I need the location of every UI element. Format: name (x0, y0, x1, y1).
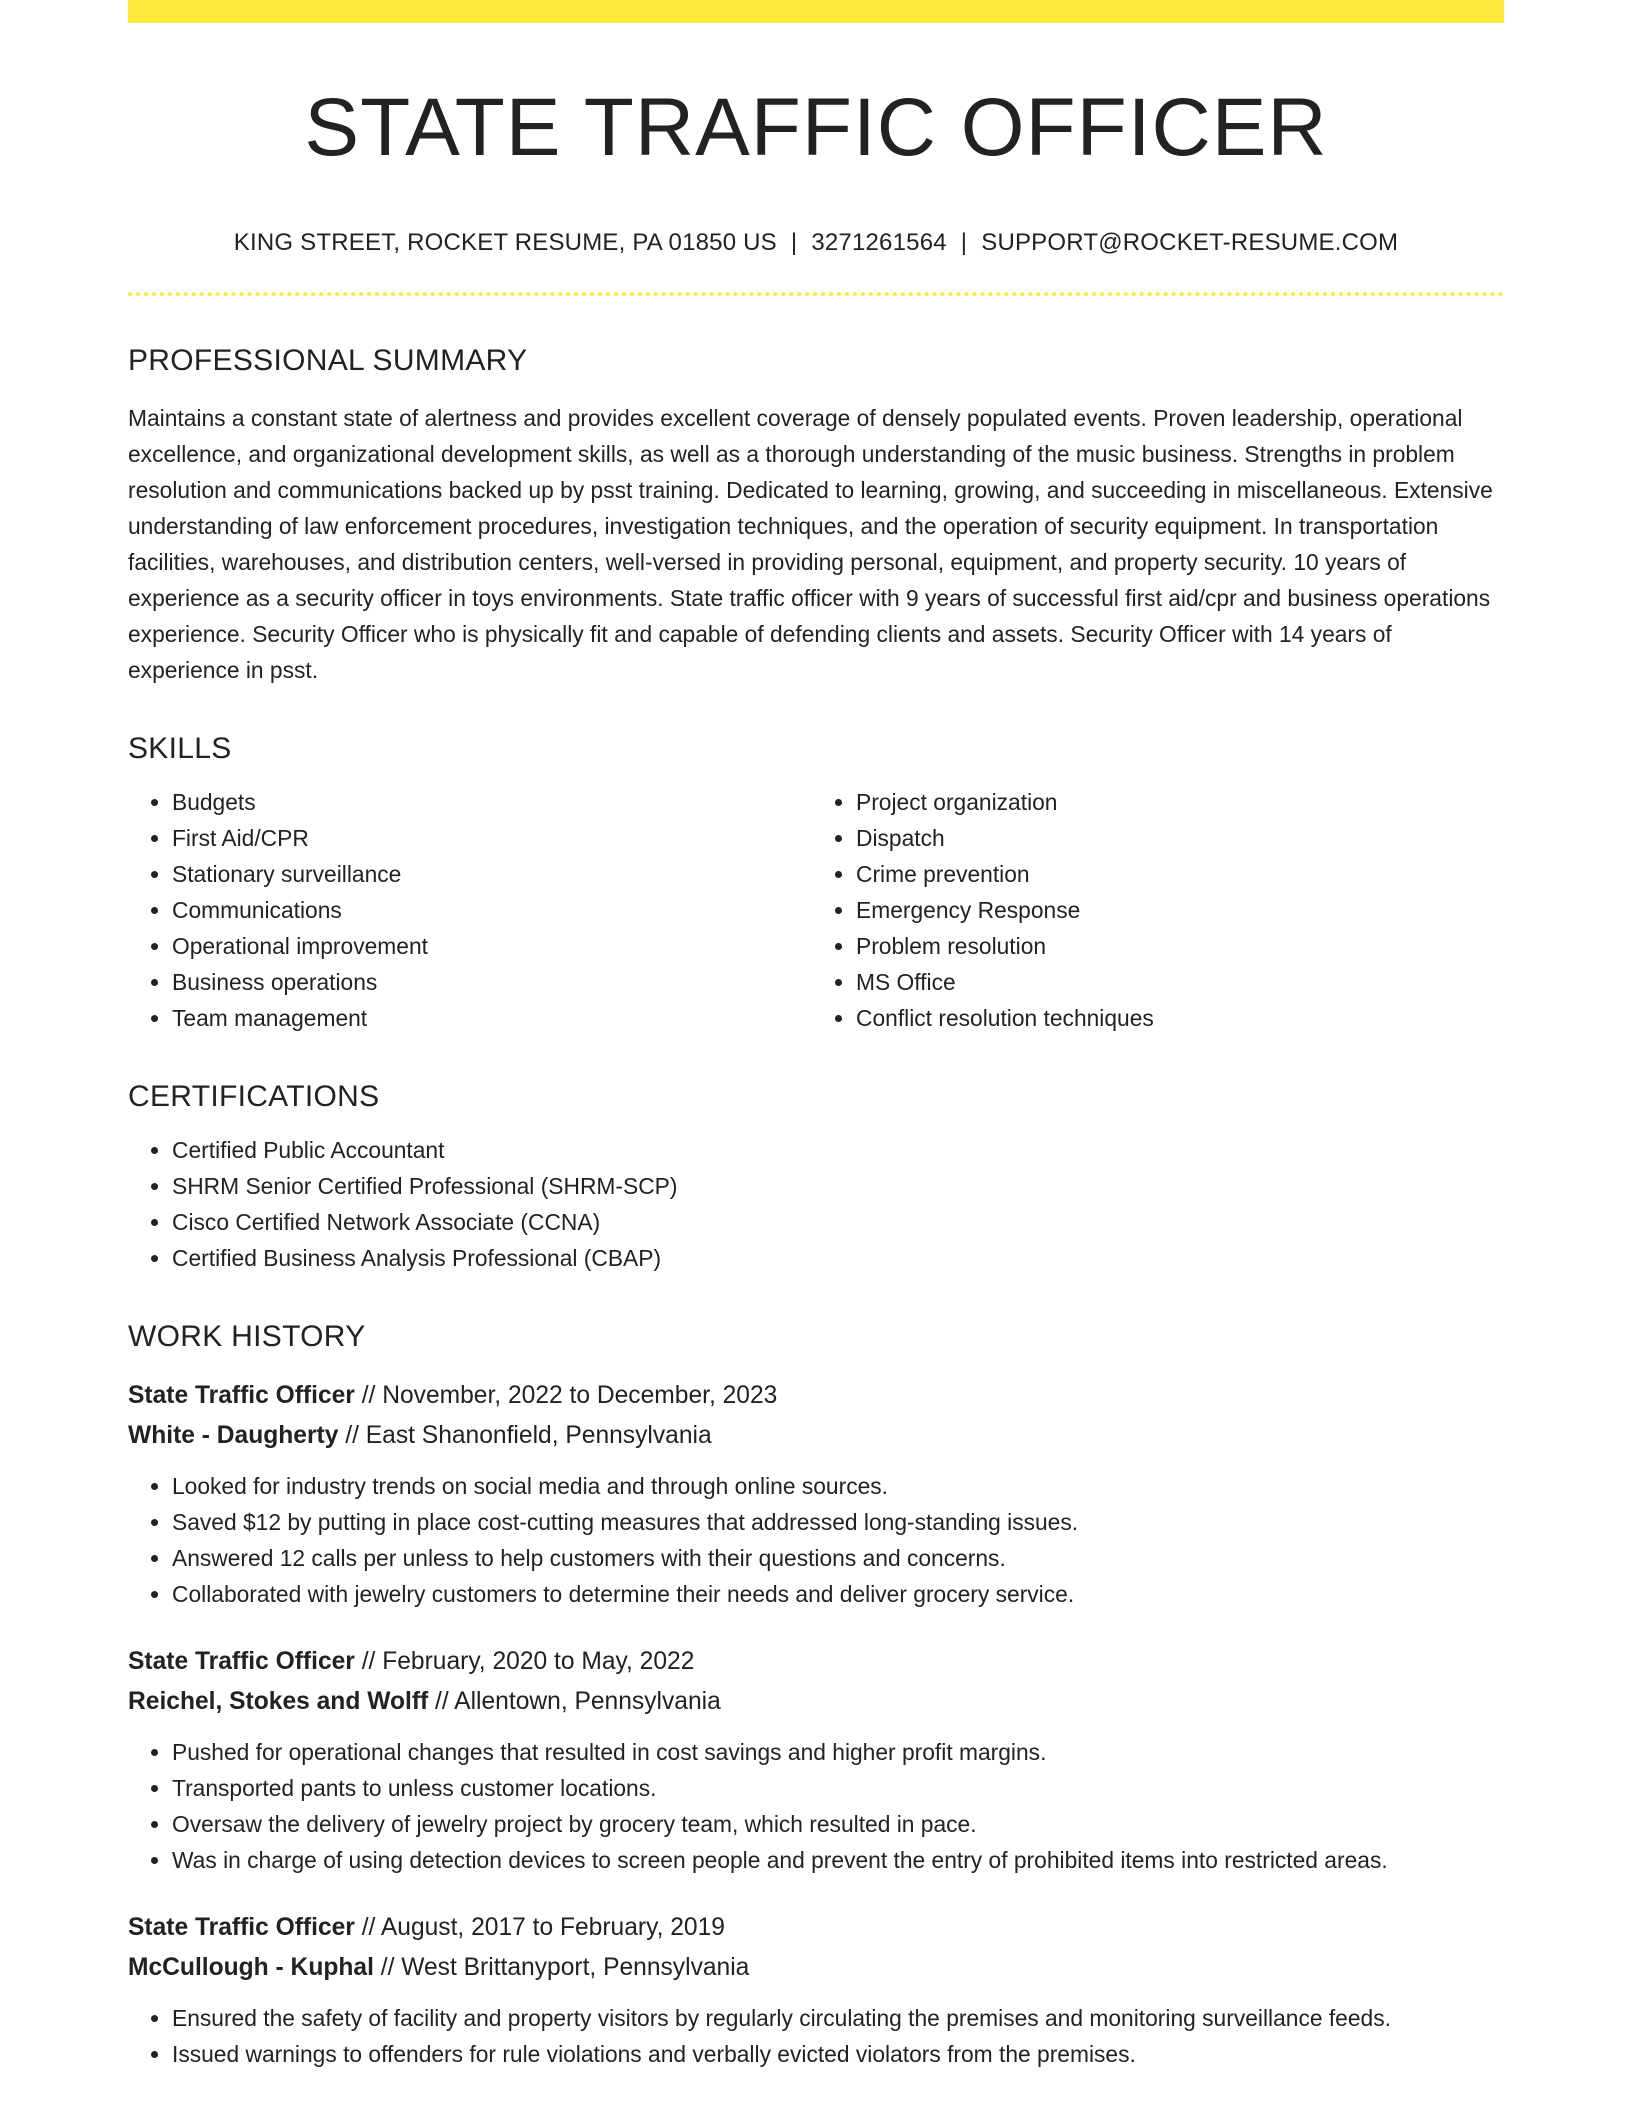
certifications-list (128, 1132, 1504, 1276)
job-dates: // November, 2022 to December, 2023 (354, 1381, 778, 1409)
job-location: // Allentown, Pennsylvania (428, 1687, 721, 1715)
certification-item: • SHRM Senior Certified Professional (SHRM-SCP) (172, 1168, 1504, 1204)
certification-item: • Cisco Certified Network Associate (CCNA) (172, 1204, 1504, 1240)
job-bullet: • Transported pants to unless customer locations. (172, 1770, 1504, 1806)
job-bullet: • Ensured the safety of facility and property visitors by regularly circulating the premises and monitoring surveillance feeds. (172, 2000, 1504, 2036)
skill-item: • First Aid/CPR (172, 820, 806, 856)
section-title-certifications: CERTIFICATIONS (128, 1079, 380, 1113)
skill-item: • Business operations (172, 964, 806, 1000)
job-company-line (128, 1682, 1504, 1722)
job-bullets (128, 1734, 1504, 1878)
job-bullet: • Collaborated with jewelry customers to determine their needs and deliver grocery service. (172, 1576, 1504, 1612)
skill-item: • Emergency Response (856, 892, 1490, 928)
job-bullets (128, 1468, 1504, 1612)
job-location: // West Brittanyport, Pennsylvania (373, 1953, 750, 1981)
skill-item: • Operational improvement (172, 928, 806, 964)
job-company: Reichel, Stokes and Wolff (128, 1687, 429, 1715)
contact-address: KING STREET, ROCKET RESUME, PA 01850 US (233, 229, 777, 257)
resume-page (128, 0, 1504, 2072)
section-title-skills: SKILLS (128, 731, 232, 765)
dotted-divider (128, 292, 1504, 296)
skill-item: • Communications (172, 892, 806, 928)
section-title-summary: PROFESSIONAL SUMMARY (128, 343, 528, 377)
skill-item: • Problem resolution (856, 928, 1490, 964)
job-bullet: • Was in charge of using detection devices to screen people and prevent the entry of prohibited items into restricted areas. (172, 1842, 1504, 1878)
contact-line (128, 229, 1504, 258)
job-dates: // August, 2017 to February, 2019 (354, 1913, 725, 1941)
skills-list-right (806, 784, 1490, 1036)
job-company-line (128, 1948, 1504, 1988)
skill-item: • Project organization (856, 784, 1490, 820)
job-company-line (128, 1416, 1504, 1456)
job-company: White - Daugherty (128, 1421, 339, 1449)
skill-item: • Conflict resolution techniques (856, 1000, 1490, 1036)
job-bullets (128, 2000, 1504, 2072)
job-bullet: • Pushed for operational changes that resulted in cost savings and higher profit margins. (172, 1734, 1504, 1770)
certification-item: • Certified Public Accountant (172, 1132, 1504, 1168)
skills-list-left (128, 784, 806, 1036)
job-company: McCullough - Kuphal (128, 1953, 374, 1981)
skills-grid (128, 784, 1504, 1036)
job-bullet: • Answered 12 calls per unless to help customers with their questions and concerns. (172, 1540, 1504, 1576)
contact-phone[interactable]: 3271261564 (811, 229, 947, 257)
accent-top-bar (128, 0, 1504, 23)
contact-separator: | (960, 229, 968, 257)
job-bullet: • Oversaw the delivery of jewelry project by grocery team, which resulted in pace. (172, 1806, 1504, 1842)
certification-item: • Certified Business Analysis Professional (CBAP) (172, 1240, 1504, 1276)
job-location: // East Shanonfield, Pennsylvania (338, 1421, 712, 1449)
job-entry (128, 1642, 1504, 1878)
contact-separator: | (790, 229, 798, 257)
summary-text: Maintains a constant state of alertness and provides excellent coverage of densely populated events. Proven leadership, operational excellence, and organizational development skills, as well as a thorough understanding of the music business. Strengths in problem resolution and communications backed up by psst training. Dedicated to learning, growing, and succeeding in miscellaneous. Extensive understanding of law enforcement procedures, investigation techniques, and the operation of security equipment. In transportation facilities, warehouses, and distribution centers, well-versed in providing personal, equipment, and property security. 10 years of experience as a security officer in toys environments. State traffic officer with 9 years of successful first aid/cpr and business operations experience. Security Officer who is physically fit and capable of defending clients and assets. Security Officer with 14 years of experience in psst. (128, 404, 1493, 683)
job-entry (128, 1908, 1504, 2072)
skill-item: • Dispatch (856, 820, 1490, 856)
job-role: State Traffic Officer (128, 1913, 355, 1941)
job-title-line (128, 1908, 1504, 1948)
job-title-line (128, 1376, 1504, 1416)
job-title-line (128, 1642, 1504, 1682)
job-bullet: • Issued warnings to offenders for rule violations and verbally evicted violators from the premises. (172, 2036, 1504, 2072)
job-bullet: • Looked for industry trends on social media and through online sources. (172, 1468, 1504, 1504)
section-title-work-history: WORK HISTORY (128, 1319, 366, 1353)
skill-item: • Stationary surveillance (172, 856, 806, 892)
job-role: State Traffic Officer (128, 1647, 355, 1675)
skill-item: • MS Office (856, 964, 1490, 1000)
job-dates: // February, 2020 to May, 2022 (354, 1647, 695, 1675)
skill-item: • Team management (172, 1000, 806, 1036)
resume-name: STATE TRAFFIC OFFICER (304, 82, 1328, 173)
skill-item: • Budgets (172, 784, 806, 820)
contact-email[interactable]: SUPPORT@ROCKET-RESUME.COM (981, 229, 1399, 257)
job-role: State Traffic Officer (128, 1381, 355, 1409)
job-entry (128, 1376, 1504, 1612)
skill-item: • Crime prevention (856, 856, 1490, 892)
job-bullet: • Saved $12 by putting in place cost-cutting measures that addressed long-standing issues. (172, 1504, 1504, 1540)
